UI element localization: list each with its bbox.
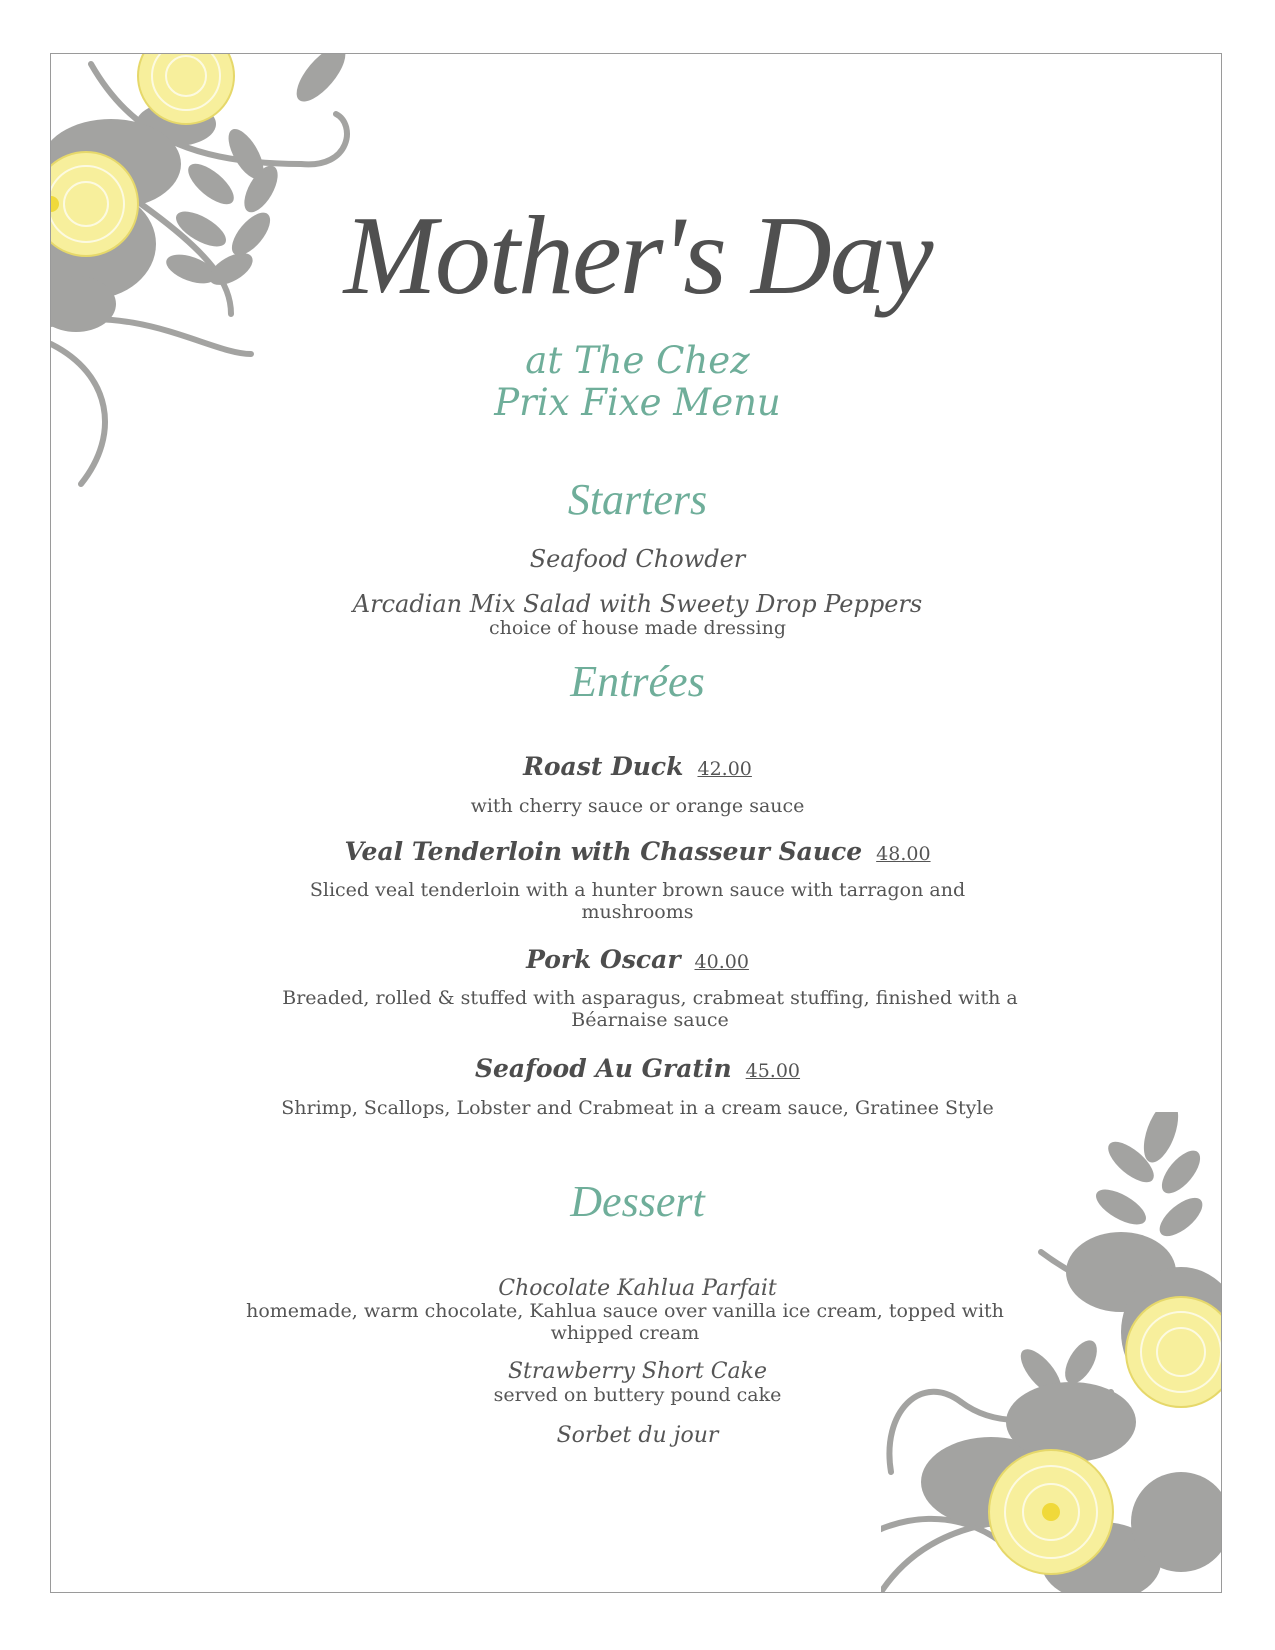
menu-title: Mother's Day: [343, 194, 932, 318]
subtitle-restaurant: at The Chez: [525, 339, 750, 382]
entree-item-price: 45.00: [745, 1060, 801, 1082]
entree-row: [0, 945, 1275, 974]
entree-item-name: Seafood Au Gratin: [474, 1054, 732, 1083]
entree-row: [0, 752, 1275, 781]
subtitle-menu-type: Prix Fixe Menu: [494, 381, 781, 424]
starter-item-desc: choice of house made dressing: [488, 617, 787, 639]
dessert-item-name: Sorbet du jour: [556, 1423, 719, 1448]
entree-item-name: Veal Tenderloin with Chasseur Sauce: [344, 837, 863, 866]
entree-item-name: Roast Duck: [523, 752, 684, 781]
entree-item-desc: Breaded, rolled & stuffed with asparagus, crabmeat stuffing, finished with a Béarnaise sauce: [282, 987, 1018, 1031]
entree-row: [0, 837, 1275, 866]
dessert-item-name: Strawberry Short Cake: [507, 1359, 768, 1384]
entree-item-name: Pork Oscar: [526, 945, 681, 974]
starter-item-name: Seafood Chowder: [529, 545, 746, 573]
entree-item-desc: Sliced veal tenderloin with a hunter brown sauce with tarragon and mushrooms: [309, 879, 966, 923]
dessert-item-desc: served on buttery pound cake: [493, 1384, 782, 1406]
entree-row: [0, 1054, 1275, 1083]
entree-item-desc: Shrimp, Scallops, Lobster and Crabmeat in a cream sauce, Gratinee Style: [281, 1097, 994, 1119]
entree-item-desc: with cherry sauce or orange sauce: [470, 795, 805, 817]
entree-item-price: 42.00: [697, 758, 752, 780]
starter-item-name: Arcadian Mix Salad with Sweety Drop Peppers: [352, 590, 923, 618]
section-heading-entrees: Entrées: [570, 657, 705, 706]
entree-item-price: 40.00: [694, 951, 749, 973]
dessert-item-name: Chocolate Kahlua Parfait: [498, 1276, 777, 1301]
dessert-item-desc: homemade, warm chocolate, Kahlua sauce over vanilla ice cream, topped with whipped cream: [246, 1300, 1004, 1344]
entree-item-price: 48.00: [876, 843, 931, 865]
section-heading-dessert: Dessert: [570, 1177, 705, 1226]
section-heading-starters: Starters: [567, 475, 708, 524]
